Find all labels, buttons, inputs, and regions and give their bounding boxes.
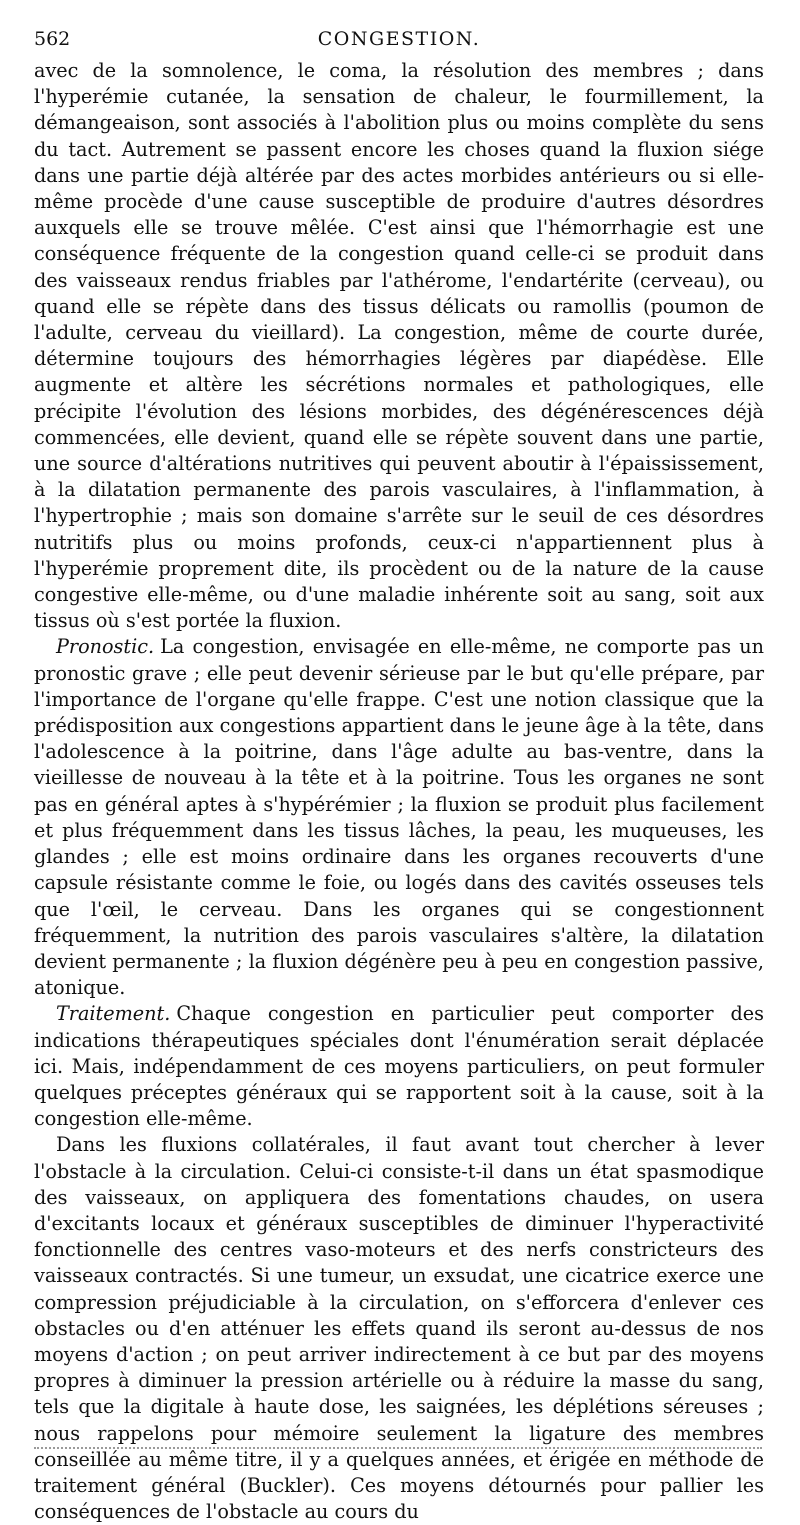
page-number: 562 (34, 28, 71, 50)
running-head (34, 28, 764, 58)
paragraph-fluxions-collaterales (34, 1132, 764, 1525)
paragraph-pronostic (34, 634, 764, 1001)
paragraph-text: avec de la somnolence, le coma, la résolution des membres ; dans l'hyperémie cutanée, la sensation de chaleur, le fourmillement, la démangeaison, sont associés à l'abolition plus ou moins complète du sens du tact. Autrement se passent encore les choses quand la fluxion siége dans une partie déjà altérée par des actes morbides antérieurs ou si elle-même procède d'une cause susceptible de produire d'autres désordres auxquels elle se trouve mêlée. C'est ainsi que l'hémorrhagie est une conséquence fréquente de la congestion quand celle-ci se produit dans des vaisseaux rendus friables par l'athérome, l'endartérite (cerveau), ou quand elle se répète dans des tissus délicats ou ramollis (poumon de l'adulte, cerveau du vieillard). La congestion, même de courte durée, détermine toujours des hémorrhagies légères par diapédèse. Elle augmente et altère les sécrétions normales et pathologiques, elle précipite l'évolution des lésions morbides, des dégénérescences déjà commencées, elle devient, quand elle se répète souvent dans une partie, une source d'altérations nutritives qui peuvent aboutir à l'épaississement, à la dilatation permanente des parois vasculaires, à l'inflammation, à l'hypertrophie ; mais son domaine s'arrête sur le seuil de ces désordres nutritifs plus ou moins profonds, ceux-ci n'appartiennent plus à l'hyperémie proprement dite, ils procèdent ou de la nature de la cause congestive elle-même, ou d'une maladie inhérente soit au sang, soit aux tissus où s'est portée la fluxion. (34, 59, 764, 633)
paragraph-traitement (34, 1001, 764, 1132)
section-lead-pronostic: Pronostic. (56, 635, 155, 659)
paragraph-text: Dans les fluxions collatérales, il faut avant tout chercher à lever l'obstacle à la circulation. Celui-ci consiste-t-il dans un état spasmodique des vaisseaux, on appliquera des fomentations chaudes, on usera d'excitants locaux et généraux susceptibles de diminuer l'hyperactivité fonctionnelle des centres vaso-moteurs et des nerfs constricteurs des vaisseaux contractés. Si une tumeur, un exsudat, une cicatrice exerce une compression préjudiciable à la circulation, on s'efforcera d'enlever ces obstacles ou d'en atténuer les effets quand ils seront au-dessus de nos moyens d'action ; on peut arriver indirectement à ce but par des moyens propres à diminuer la pression artérielle ou à réduire la masse du sang, tels que la digitale à haute dose, les saignées, les déplétions séreuses ; nous rappelons pour mémoire seulement la ligature des membres conseillée au même titre, il y a quelques années, et érigée en méthode de traitement général (Buckler). Ces moyens détournés pour pallier les conséquences de l'obstacle au cours du (34, 1133, 764, 1524)
section-lead-traitement: Traitement. (56, 1002, 171, 1026)
paragraph-continuation (34, 58, 764, 634)
paragraph-text: Chaque congestion en particulier peut comporter des indications thérapeutiques spéciales dont l'énumération serait déplacée ici. Mais, indépendamment de ces moyens particuliers, on peut formuler quelques préceptes généraux qui se rapportent soit à la cause, soit à la congestion elle-même. (34, 1002, 764, 1131)
paragraph-text: La congestion, envisagée en elle-même, ne comporte pas un pronostic grave ; elle peut devenir sérieuse par le but qu'elle prépare, par l'importance de l'organe qu'elle frappe. C'est une notion classique que la prédisposition aux congestions appartient dans le jeune âge à la tête, dans l'adolescence à la poitrine, dans l'âge adulte au bas-ventre, dans la vieillesse de nouveau à la tête et à la poitrine. Tous les organes ne sont pas en général aptes à s'hypérémier ; la fluxion se produit plus facilement et plus fréquemment dans les tissus lâches, la peau, les muqueuses, les glandes ; elle est moins ordinaire dans les organes recouverts d'une capsule résistante comme le foie, ou logés dans des cavités osseuses tels que l'œil, le cerveau. Dans les organes qui se congestionnent fréquemment, la nutrition des parois vasculaires s'altère, la dilatation devient permanente ; la fluxion dégénère peu à peu en congestion passive, atonique. (34, 635, 764, 1000)
footer-dotted-rule (34, 1447, 762, 1449)
header-title: CONGESTION. (317, 28, 481, 50)
page (34, 28, 764, 1525)
